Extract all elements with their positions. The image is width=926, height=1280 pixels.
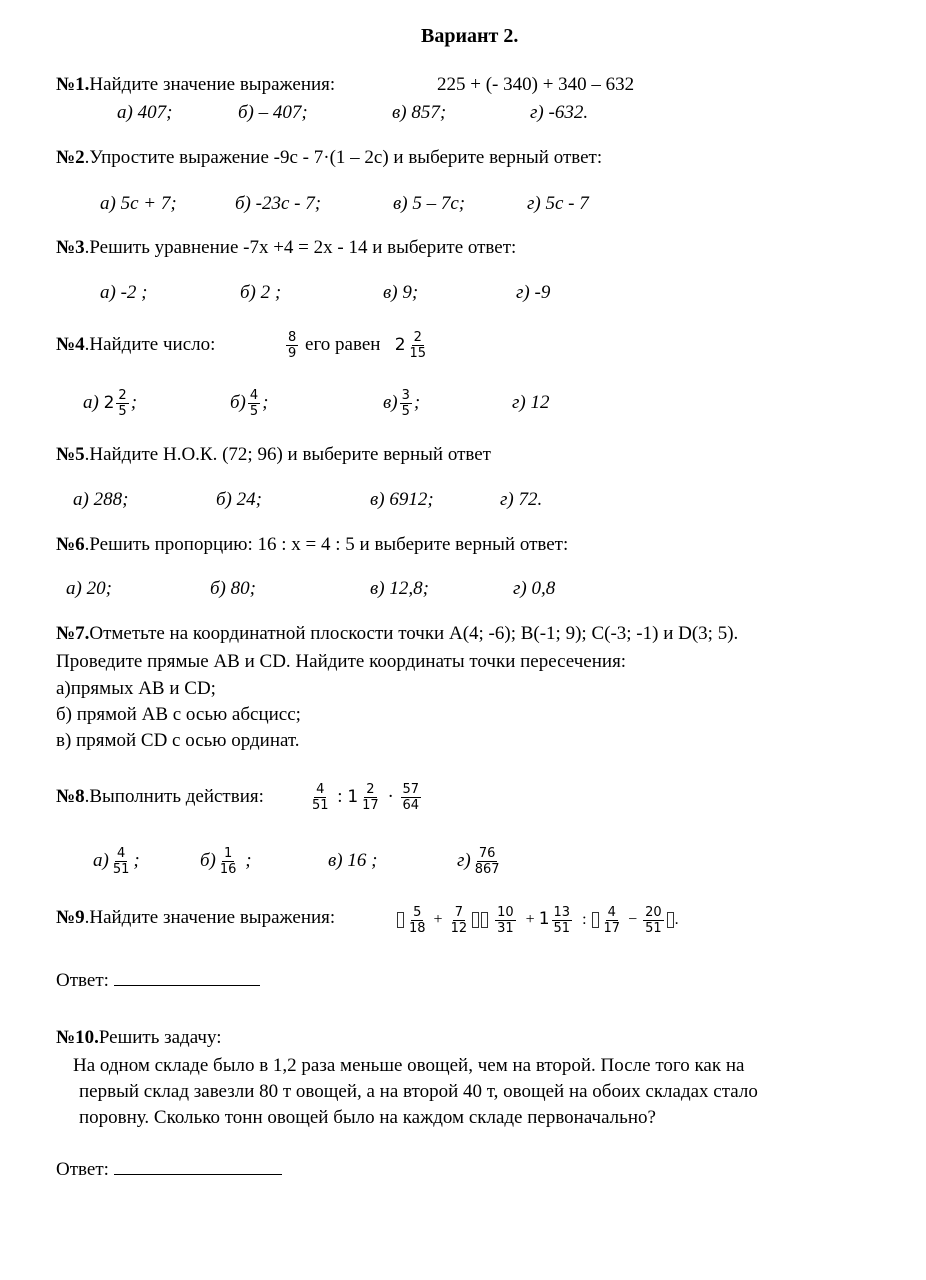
- q4-expression: [284, 322, 430, 368]
- q10-line: поровну. Сколько тонн овощей было на каждом складе первоначально?: [79, 1107, 656, 1128]
- question-text: .Решить уравнение -7х +4 = 2х - 14 и выберите ответ:: [84, 237, 517, 258]
- question-5: [56, 443, 491, 467]
- question-number: №9: [56, 907, 85, 928]
- bracket-placeholder-icon: [472, 912, 479, 928]
- answer-option: а) 288;: [73, 489, 129, 510]
- answer-option: в) 5 – 7с;: [393, 193, 466, 214]
- fraction: $\frac{57}{64}$: [402, 782, 420, 814]
- question-number: №7.: [56, 623, 90, 644]
- q10-line: первый склад завезли 80 т овощей, а на второй 40 т, овощей на обоих складах стало: [79, 1081, 758, 1102]
- fraction: $\frac{4}{17}$: [603, 904, 621, 936]
- answer-blank[interactable]: [114, 1174, 282, 1175]
- fraction: $\frac{1}{16}$: [219, 846, 237, 878]
- fraction: $\frac{3}{5}$: [401, 388, 410, 420]
- question-9: [56, 906, 335, 930]
- question-text: .Найдите значение выражения:: [84, 907, 336, 928]
- fraction: $\frac{10}{31}$: [497, 904, 514, 936]
- multiply-placeholder-icon: [481, 912, 488, 928]
- fraction: $\frac{2}{15}$: [409, 330, 427, 362]
- question-number: №4: [56, 334, 85, 355]
- answer-option: в) 16 ;: [328, 850, 378, 871]
- question-text: Найдите значение выражения:: [89, 74, 336, 95]
- question-text: .Решить пропорцию: 16 : х = 4 : 5 и выберите верный ответ:: [84, 534, 569, 555]
- fraction: $\frac{7}{12}$: [450, 904, 468, 936]
- mixed-whole: 2: [394, 335, 406, 355]
- fraction: $\frac{5}{18}$: [409, 904, 426, 936]
- answer-option: в) 12,8;: [370, 578, 429, 599]
- question-6: [56, 533, 568, 557]
- answer-option: г) -632.: [530, 102, 589, 123]
- fraction: $\frac{2}{5}$: [118, 388, 127, 420]
- q8-expression: $\frac{4}{51}$ : 1 $\frac{2}{17}$ · $\frac{57}{64}$: [312, 782, 420, 814]
- page-title: Вариант 2.: [421, 25, 519, 47]
- answer-option: б) – 407;: [238, 102, 308, 123]
- answer-blank[interactable]: [114, 985, 260, 986]
- answer-option: г) 12: [512, 392, 550, 413]
- q7-line: б) прямой АВ с осью абсцисс;: [56, 704, 301, 725]
- question-text: Отметьте на координатной плоскости точки А(4; -6); В(-1; 9); С(-3; -1) и D(3; 5).: [89, 623, 739, 644]
- q10-line: На одном складе было в 1,2 раза меньше овощей, чем на второй. После того как на: [73, 1055, 745, 1076]
- answer-option: г) 0,8: [513, 578, 556, 599]
- question-number: №10.: [56, 1027, 99, 1048]
- answer-option: г) 5с - 7: [527, 193, 589, 214]
- q7-line: Проведите прямые АВ и CD. Найдите координаты точки пересечения:: [56, 651, 627, 672]
- fraction: $\frac{4}{5}$: [249, 388, 259, 420]
- fraction: $\frac{4}{51}$: [312, 782, 329, 814]
- answer-option: в) 9;: [383, 282, 419, 303]
- fraction: $\frac{20}{51}$: [645, 904, 662, 936]
- q4-mid-text: его равен: [305, 334, 381, 355]
- q1-expression: 225 + (- 340) + 340 – 632: [437, 74, 635, 95]
- q9-expression: $\frac{5}{18}$ + $\frac{7}{12}$ $\frac{10}{31}$ + 1 $\frac{13}{51}$ : $\frac{4}{17}$ − $\frac{20}{51}$ .: [396, 896, 679, 943]
- answer-line: [56, 969, 260, 993]
- question-number: №3: [56, 237, 85, 258]
- q7-line: а)прямых АВ и CD;: [56, 678, 216, 699]
- question-text: .Выполнить действия:: [84, 786, 264, 807]
- fraction: $\frac{8}{9}$: [288, 330, 297, 362]
- answer-option: г) 72.: [500, 489, 543, 510]
- answer-option: б) $\frac{1}{16}$ ;: [200, 846, 252, 878]
- bracket-placeholder-icon: [592, 912, 599, 928]
- answer-option: в) 857;: [392, 102, 447, 123]
- answer-option: г) $\frac{76}{867}$: [457, 846, 500, 878]
- question-text: Решить задачу:: [98, 1027, 222, 1048]
- question-number: №5: [56, 444, 85, 465]
- question-10: [56, 1026, 221, 1050]
- question-number: №8: [56, 786, 85, 807]
- question-text: .Упростите выражение -9с - 7·(1 – 2с) и выберите верный ответ:: [84, 147, 603, 168]
- answer-option: а) -2 ;: [100, 282, 148, 303]
- question-3: [56, 236, 516, 260]
- answer-option: б) 80;: [210, 578, 256, 599]
- question-4: [56, 333, 215, 357]
- answer-label: Ответ:: [56, 970, 109, 991]
- answer-option: б) -23с - 7;: [235, 193, 322, 214]
- fraction: $\frac{2}{17}$: [362, 782, 379, 814]
- question-text: .Найдите число:: [84, 334, 216, 355]
- fraction: $\frac{13}{51}$: [553, 904, 571, 936]
- question-number: №6: [56, 534, 85, 555]
- q7-line: в) прямой CD с осью ординат.: [56, 730, 300, 751]
- fraction: $\frac{4}{51}$: [112, 846, 130, 878]
- question-7: [56, 622, 738, 646]
- question-text: .Найдите Н.О.К. (72; 96) и выберите верный ответ: [84, 444, 491, 465]
- answer-label: Ответ:: [56, 1159, 109, 1180]
- answer-option: б) 2 ;: [240, 282, 282, 303]
- question-1: [56, 73, 335, 97]
- answer-option: а) 5с + 7;: [100, 193, 177, 214]
- answer-option: а) 407;: [117, 102, 173, 123]
- fraction: $\frac{76}{867}$: [474, 846, 500, 878]
- answer-option: в) 6912;: [370, 489, 434, 510]
- question-number: №1.: [56, 74, 90, 95]
- bracket-placeholder-icon: [397, 912, 404, 928]
- question-8: [56, 785, 264, 809]
- bracket-placeholder-icon: [667, 912, 674, 928]
- answer-option: б) $\frac{4}{5}$ ;: [230, 388, 269, 420]
- question-2: [56, 146, 602, 170]
- answer-option: б) 24;: [216, 489, 262, 510]
- answer-line: [56, 1158, 282, 1182]
- answer-option: г) -9: [516, 282, 551, 303]
- answer-option: а) 20;: [66, 578, 112, 599]
- question-number: №2: [56, 147, 85, 168]
- answer-option: в) $\frac{3}{5}$ ;: [383, 388, 421, 420]
- answer-option: а) $\frac{4}{51}$ ;: [93, 846, 140, 878]
- answer-option: а) 2 $\frac{2}{5}$ ;: [83, 388, 138, 420]
